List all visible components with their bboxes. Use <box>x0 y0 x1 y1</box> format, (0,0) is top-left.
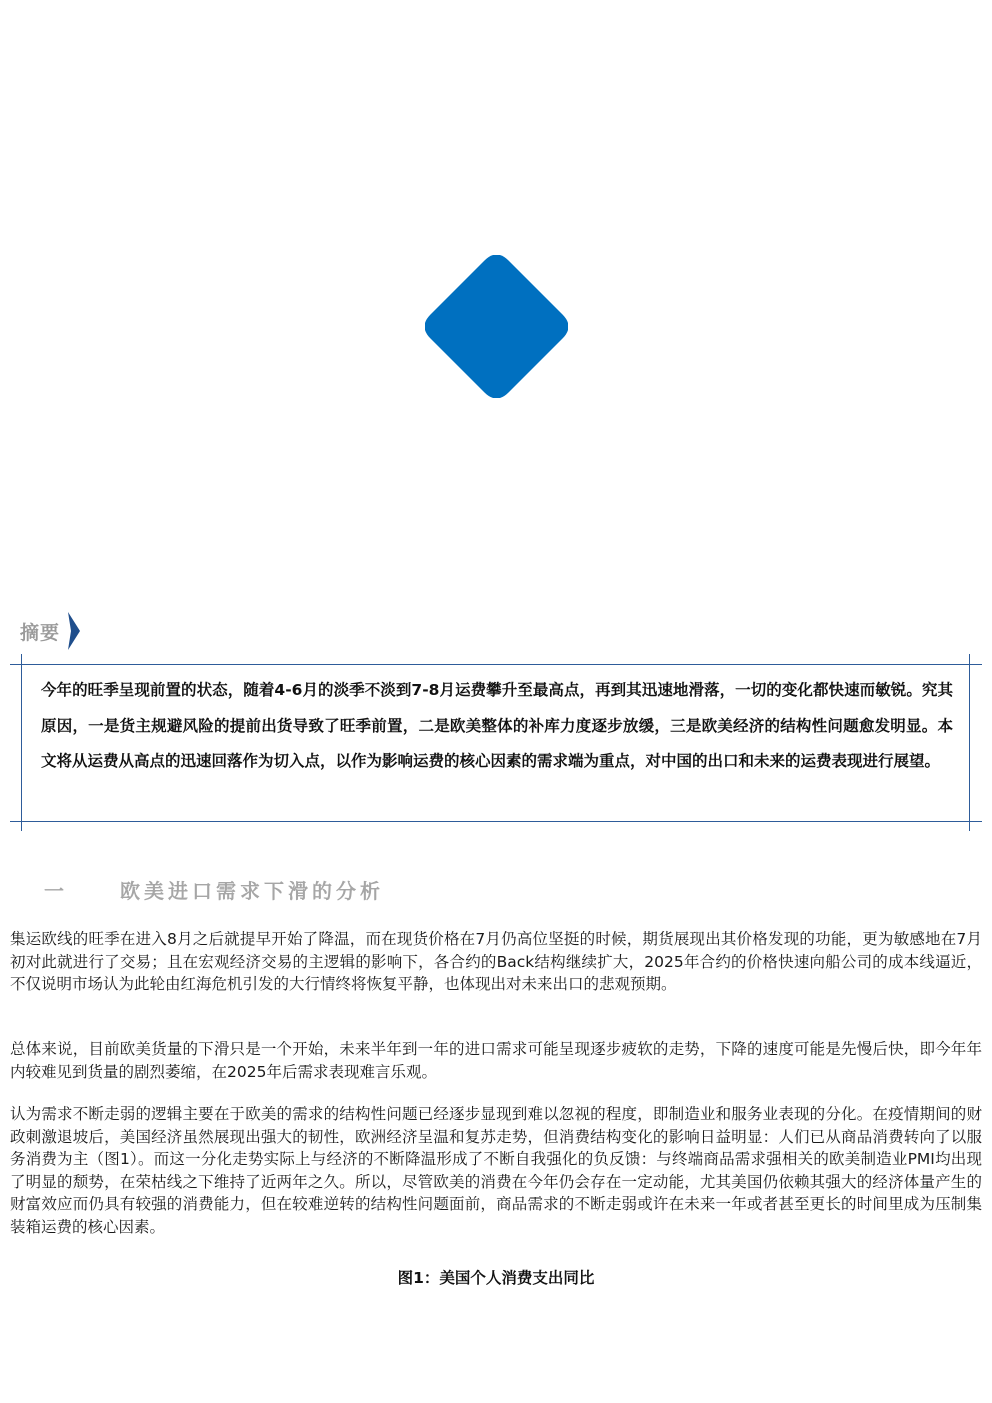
chevron-right-icon <box>68 612 80 650</box>
abstract-box-right-border <box>969 654 970 831</box>
body-paragraph-1: 集运欧线的旺季在进入8月之后就提早开始了降温，而在现货价格在7月仍高位坚挺的时候，期货展现出其价格发现的功能，更为敏感地在7月初对此就进行了交易；且在宏观经济交易的主逻辑的影响下，各合约的Back结构继续扩大，2025年合约的价格快速向船公司的成本线逼近，不仅说明市场认为此轮由红海危机引发的大行情终将恢复平静，也体现出对未来出口的悲观预期。 <box>10 930 982 993</box>
section-title: 欧美进口需求下滑的分析 <box>120 878 384 903</box>
abstract-box-top-border <box>10 664 982 665</box>
body-paragraph-3: 认为需求不断走弱的逻辑主要在于欧美的需求的结构性问题已经逐步显现到难以忽视的程度，即制造业和服务业表现的分化。在疫情期间的财政刺激退坡后，美国经济虽然展现出强大的韧性，欧洲经济呈温和复苏走势，但消费结构变化的影响日益明显：人们已从商品消费转向了以服务消费为主（图1）。而这一分化走势实际上与经济的不断降温形成了不断自我强化的负反馈：与终端商品需求强相关的欧美制造业PMI均出现了明显的颓势，在荣枯线之下维持了近两年之久。所以，尽管欧美的消费在今年仍会存在一定动能，尤其美国仍依赖其强大的经济体量产生的财富效应而仍具有较强的消费能力，但在较难逆转的结构性问题面前，商品需求的不断走弱或许在未来一年或者甚至更长的时间里成为压制集装箱运费的核心因素。 <box>10 1105 982 1236</box>
rounded-diamond-logo-icon <box>425 255 568 398</box>
abstract-box-bottom-border <box>10 821 982 822</box>
figure-caption: 图1：美国个人消费支出同比 <box>397 1269 595 1287</box>
section-number: 一 <box>44 878 64 903</box>
abstract-box-left-border <box>21 654 22 831</box>
brand-logo <box>425 255 568 398</box>
body-paragraph-2: 总体来说，目前欧美货量的下滑只是一个开始，未来半年到一年的进口需求可能呈现逐步疲软的走势，下降的速度可能是先慢后快，即今年年内较难见到货量的剧烈萎缩，在2025年后需求表现难言乐观。 <box>10 1040 982 1081</box>
abstract-label: 摘要 <box>20 621 61 644</box>
abstract-label-group <box>20 612 80 650</box>
abstract-text: 今年的旺季呈现前置的状态，随着4-6月的淡季不淡到7-8月运费攀升至最高点，再到其迅速地滑落，一切的变化都快速而敏锐。究其原因，一是货主规避风险的提前出货导致了旺季前置，二是欧美整体的补库力度逐步放缓，三是欧美经济的结构性问题愈发明显。本文将从运费从高点的迅速回落作为切入点，以作为影响运费的核心因素的需求端为重点，对中国的出口和未来的运费表现进行展望。 <box>41 681 953 770</box>
section-heading <box>44 872 384 906</box>
